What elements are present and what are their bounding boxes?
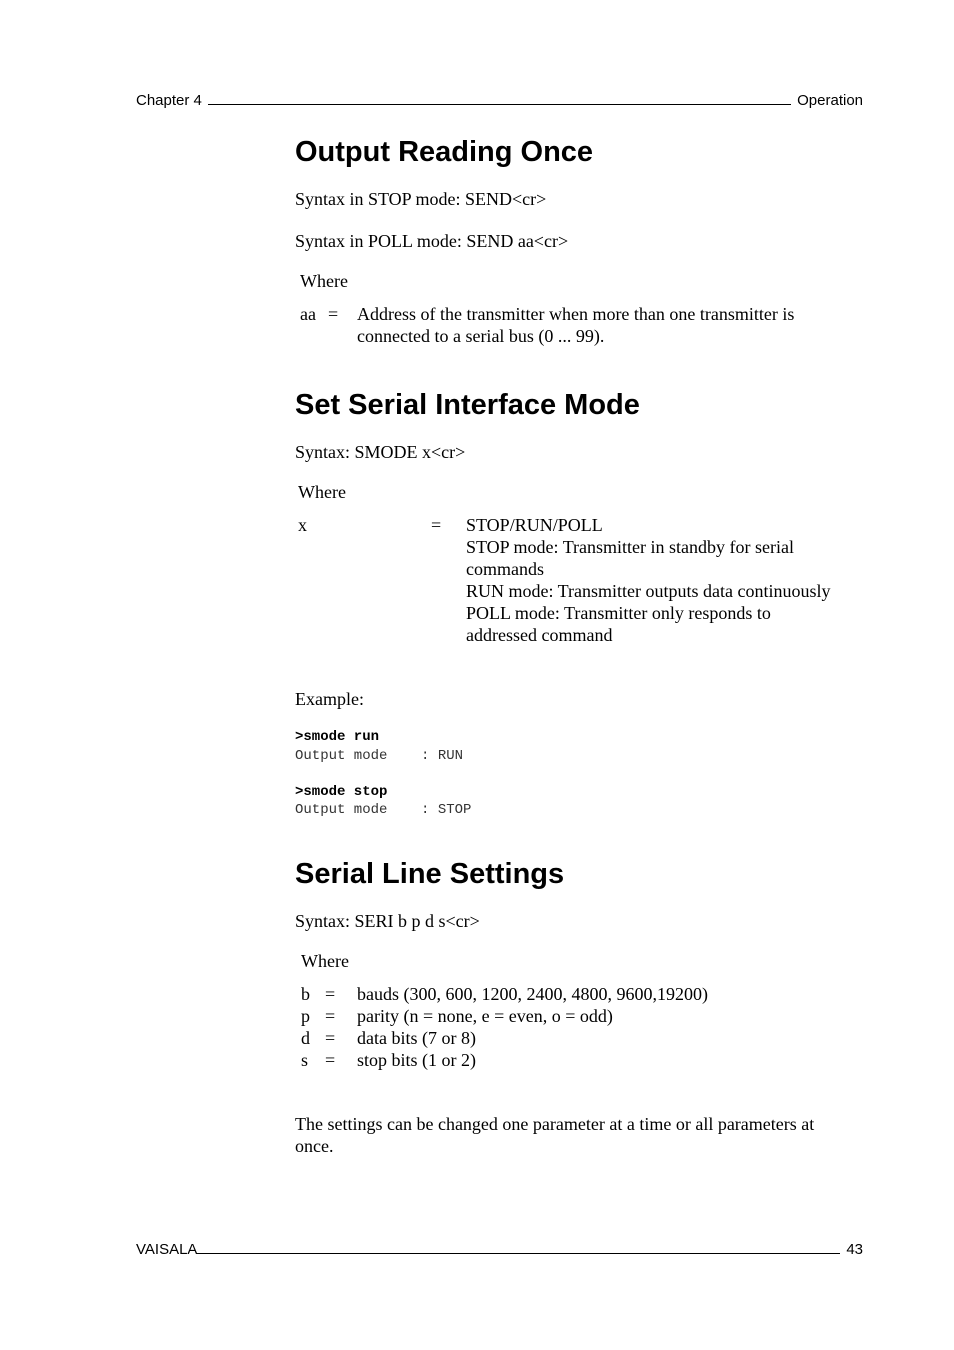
section-title-output-reading-once: Output Reading Once [295,136,594,168]
definition-x [298,514,866,646]
definition-desc: bauds (300, 600, 1200, 2400, 4800, 9600,19200) [357,984,708,1004]
where-label: Where [300,271,348,291]
header-chapter: Chapter 4 [136,92,202,109]
syntax-smode: Syntax: SMODE x<cr> [295,442,466,462]
definition-term: b [301,984,310,1004]
syntax-poll-mode: Syntax in POLL mode: SEND aa<cr> [295,231,569,251]
definition-term: p [301,1006,310,1026]
definition-equals: = [328,304,339,324]
definition-desc [357,303,847,347]
page-header [136,90,863,109]
definition-desc-line: connected to a serial bus (0 ... 99). [357,326,605,346]
section-title-set-serial-interface-mode: Set Serial Interface Mode [295,389,640,421]
footer-company: VAISALA [136,1241,198,1258]
where-label: Where [298,482,346,502]
section-title-serial-line-settings: Serial Line Settings [295,858,565,890]
definition-aa [300,303,847,347]
definition-desc: stop bits (1 or 2) [357,1050,476,1070]
example-command: >smode stop [295,784,388,800]
header-rule [208,90,791,105]
header-section: Operation [797,92,863,109]
definition-p [301,1005,613,1027]
settings-note-line: The settings can be changed one parameter at a time or all parameters at [295,1114,815,1134]
definition-desc-line: STOP mode: Transmitter in standby for serial [466,537,794,557]
example-command: >smode run [295,729,380,745]
syntax-stop-mode: Syntax in STOP mode: SEND<cr> [295,189,547,209]
definition-desc-line: POLL mode: Transmitter only responds to [466,603,771,623]
definition-equals: = [325,984,336,1004]
settings-note [295,1113,865,1157]
definition-desc: parity (n = none, e = even, o = odd) [357,1006,613,1026]
definition-term: aa [300,304,316,324]
definition-term: s [301,1050,309,1070]
definition-desc-line: RUN mode: Transmitter outputs data continuously [466,581,831,601]
definition-desc-line: commands [466,559,544,579]
definition-desc [466,514,866,646]
definition-s [301,1049,476,1071]
example-label: Example: [295,689,364,709]
definition-b [301,983,708,1005]
definition-equals: = [325,1050,336,1070]
definition-desc-line: STOP/RUN/POLL [466,515,603,535]
definition-term: x [298,515,307,535]
definition-term: d [301,1028,310,1048]
definition-desc: data bits (7 or 8) [357,1028,476,1048]
where-label: Where [301,951,349,971]
definition-equals: = [325,1028,336,1048]
settings-note-line: once. [295,1136,334,1156]
definition-equals: = [325,1006,336,1026]
definition-desc-line: addressed command [466,625,613,645]
footer-rule [197,1239,840,1254]
example-output: Output mode : STOP [295,802,472,818]
definition-desc-line: Address of the transmitter when more than one transmitter is [357,304,795,324]
syntax-seri: Syntax: SERI b p d s<cr> [295,911,480,931]
definition-equals: = [431,515,442,535]
example-output: Output mode : RUN [295,748,464,764]
page-footer [136,1239,863,1258]
page-number: 43 [846,1241,863,1258]
definition-d [301,1027,476,1049]
